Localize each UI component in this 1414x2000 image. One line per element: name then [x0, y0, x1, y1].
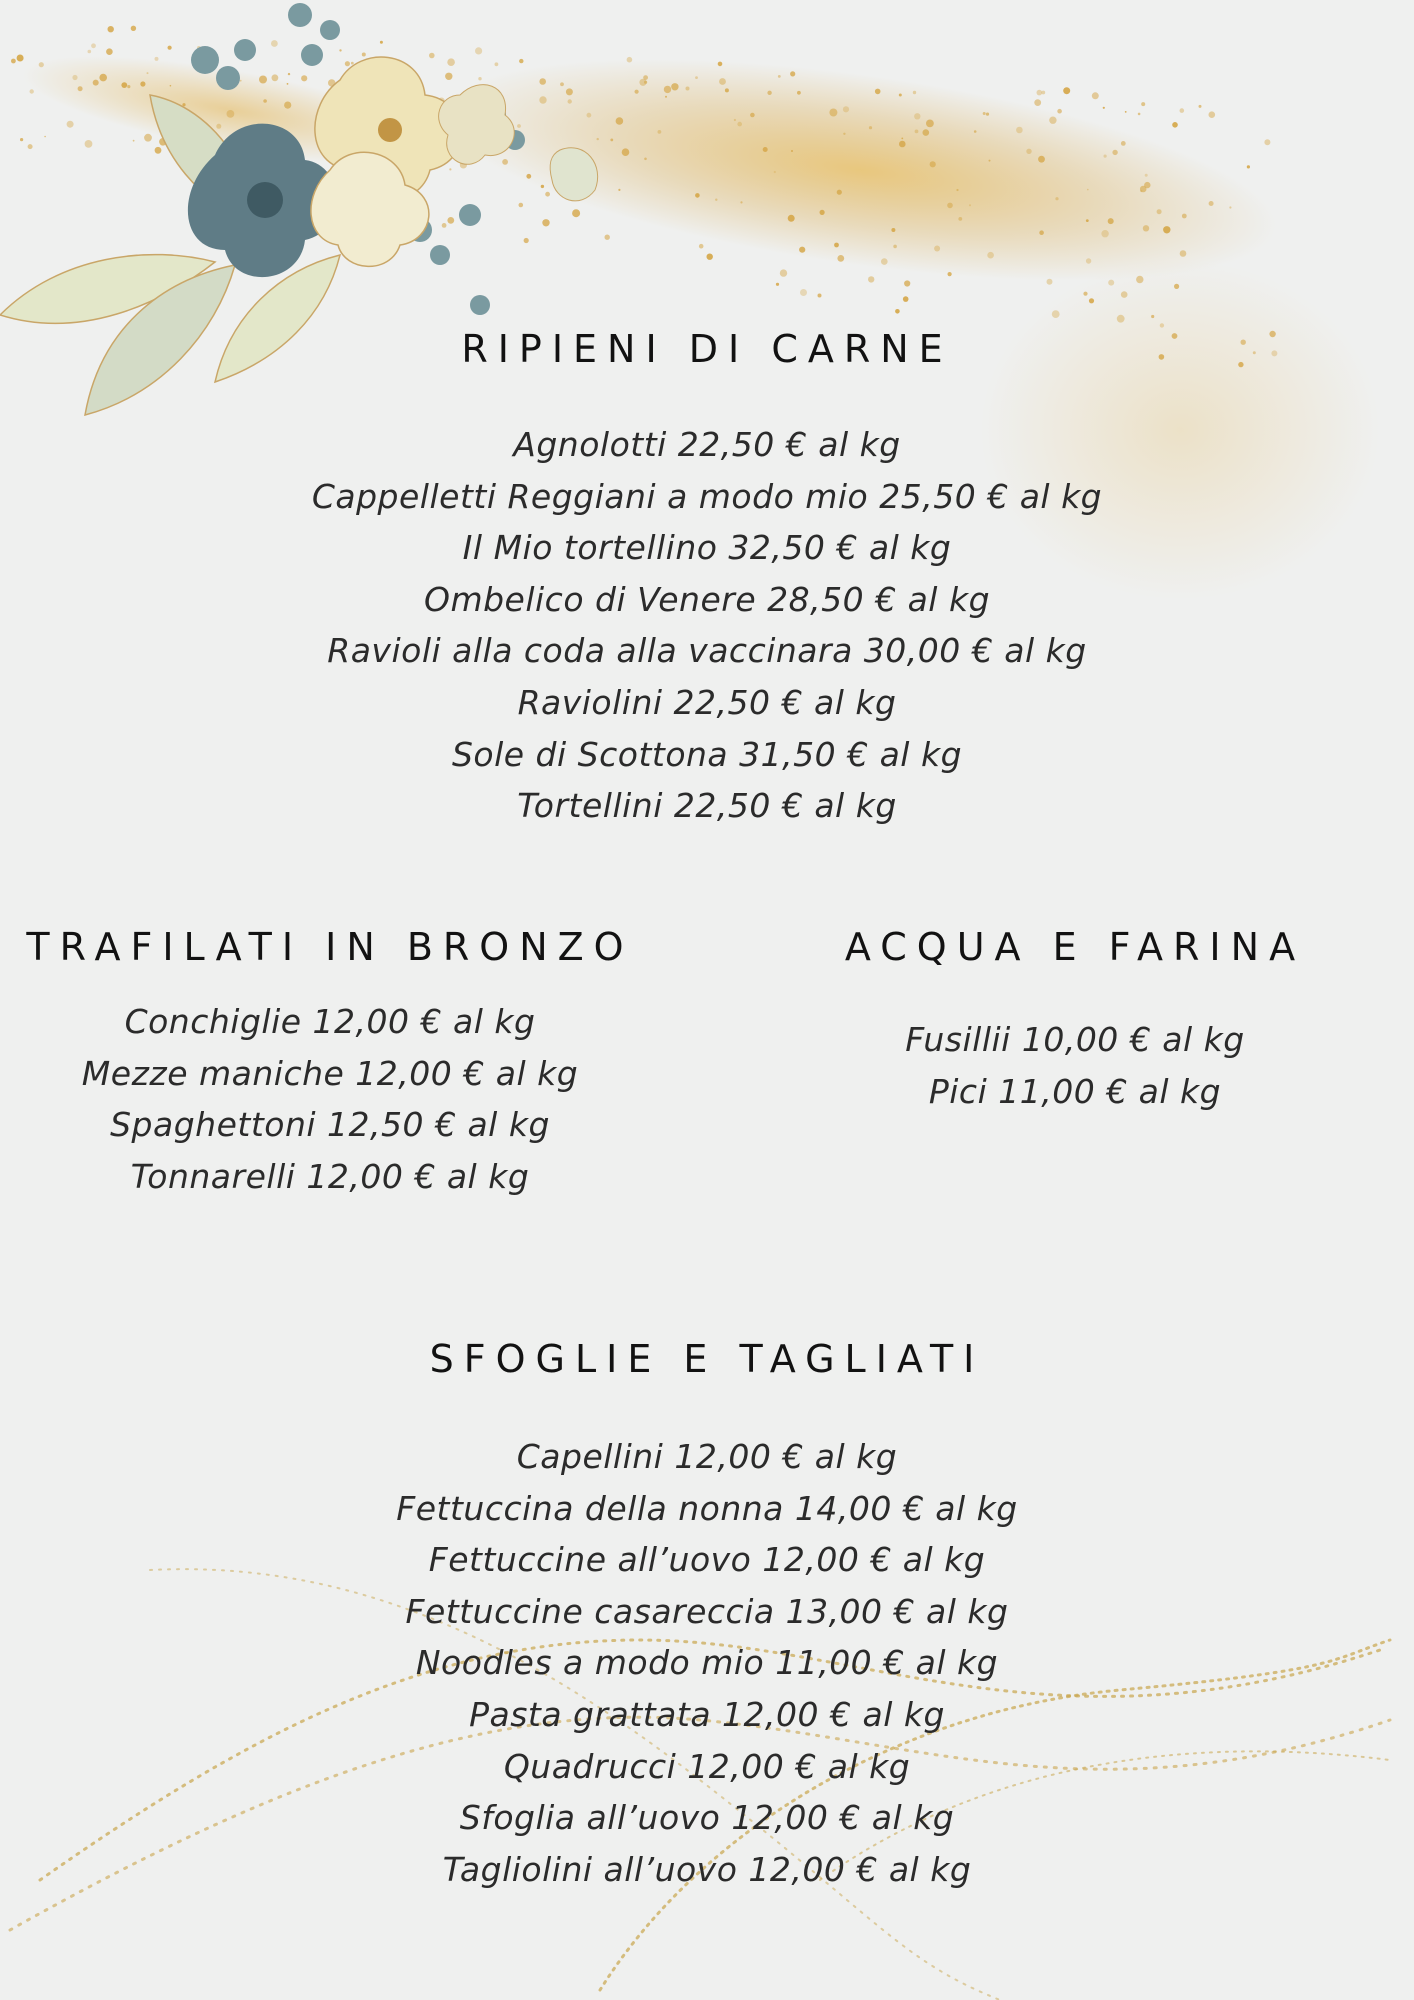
glitter-speck — [272, 74, 279, 81]
glitter-speck — [328, 79, 335, 86]
glitter-speck — [108, 26, 114, 32]
glitter-speck — [622, 148, 630, 156]
glitter-speck — [349, 83, 356, 90]
section-sfoglie-e-tagliati — [207, 1335, 1207, 1895]
glitter-speck — [359, 64, 361, 66]
glitter-speck — [1269, 331, 1275, 337]
glitter-speck — [378, 78, 384, 84]
glitter-speck — [144, 134, 152, 142]
glitter-speck — [475, 47, 482, 54]
glitter-speck — [843, 133, 845, 135]
glitter-speck — [199, 56, 202, 59]
glitter-speck — [566, 88, 573, 95]
glitter-speck — [639, 79, 646, 86]
glitter-speck — [406, 166, 409, 169]
glitter-speck — [989, 160, 991, 162]
glitter-speck — [1037, 90, 1043, 96]
glitter-speck — [1121, 291, 1128, 298]
glitter-speck — [524, 238, 529, 243]
glitter-speck — [788, 215, 795, 222]
glitter-speck — [542, 219, 549, 226]
glitter-speck — [91, 43, 96, 48]
glitter-speck — [99, 74, 107, 82]
glitter-speck — [180, 123, 182, 125]
glitter-speck — [750, 113, 755, 118]
glitter-speck — [284, 102, 291, 109]
glitter-speck — [478, 77, 481, 80]
glitter-speck — [1108, 280, 1114, 286]
glitter-speck — [1253, 351, 1256, 354]
glitter-speck — [192, 152, 196, 156]
glitter-speck — [1092, 92, 1099, 99]
glitter-speck — [88, 50, 92, 54]
glitter-speck — [1144, 182, 1150, 188]
glitter-speck — [610, 139, 613, 142]
glitter-speck — [1229, 206, 1231, 208]
glitter-speck — [539, 78, 546, 85]
glitter-speck — [541, 185, 544, 188]
glitter-speck — [502, 159, 508, 165]
glitter-speck — [168, 46, 172, 50]
glitter-speck — [947, 203, 953, 209]
glitter-speck — [707, 254, 713, 260]
glitter-speck — [1238, 362, 1243, 367]
glitter-speck — [250, 130, 256, 136]
menu-item: Sfoglia all’uovo 12,00 € al kg — [459, 1798, 955, 1838]
glitter-speck — [1108, 218, 1114, 224]
glitter-speck — [800, 289, 807, 296]
glitter-speck — [517, 124, 521, 128]
glitter-speck — [820, 210, 825, 215]
glitter-speck — [1182, 214, 1187, 219]
glitter-speck — [774, 171, 776, 173]
glitter-speck — [1125, 111, 1127, 113]
glitter-speck — [1121, 141, 1126, 146]
glitter-speck — [39, 62, 44, 67]
menu-item: Quadrucci 12,00 € al kg — [503, 1746, 911, 1786]
glitter-speck — [332, 120, 336, 124]
glitter-speck — [868, 276, 874, 282]
glitter-speck — [734, 119, 736, 121]
glitter-speck — [323, 114, 329, 120]
glitter-speck — [493, 109, 501, 117]
glitter-speck — [539, 96, 546, 103]
glitter-speck — [797, 91, 801, 95]
glitter-speck — [956, 189, 958, 191]
menu-item: Il Mio tortellino 32,50 € al kg — [462, 528, 952, 568]
glitter-speck — [1199, 105, 1202, 108]
glitter-speck — [495, 62, 499, 66]
glitter-speck — [1141, 102, 1145, 106]
glitter-speck — [155, 147, 162, 154]
glitter-speck — [1163, 226, 1170, 233]
menu-item: Spaghettoni 12,50 € al kg — [110, 1105, 550, 1145]
glitter-speck — [737, 122, 742, 127]
menu-item: Cappelletti Reggiani a modo mio 25,50 € al kg — [311, 476, 1103, 516]
glitter-speck — [383, 131, 388, 136]
glitter-speck — [222, 149, 224, 151]
glitter-speck — [891, 228, 895, 232]
glitter-speck — [1049, 117, 1056, 124]
menu-item-list — [207, 1431, 1207, 1895]
glitter-speck — [1101, 230, 1108, 237]
glitter-speck — [159, 138, 167, 146]
glitter-speck — [664, 86, 671, 93]
glitter-speck — [353, 65, 357, 69]
glitter-speck — [1047, 279, 1053, 285]
glitter-speck — [665, 96, 667, 98]
section-heading: SFOGLIE E TAGLIATI — [429, 1337, 985, 1381]
glitter-speck — [78, 86, 83, 91]
glitter-speck — [616, 117, 624, 125]
glitter-speck — [11, 59, 16, 64]
glitter-speck — [445, 145, 449, 149]
glitter-speck — [1247, 165, 1250, 168]
menu-item: Pasta grattata 12,00 € al kg — [469, 1694, 945, 1734]
section-ripieni-di-carne — [207, 325, 1207, 832]
menu-item: Tagliolini all’uovo 12,00 € al kg — [442, 1849, 972, 1889]
glitter-speck — [869, 126, 872, 129]
glitter-speck — [44, 136, 46, 138]
glitter-speck — [177, 119, 182, 124]
glitter-speck — [926, 120, 934, 128]
glitter-speck — [834, 243, 839, 248]
glitter-speck — [934, 246, 940, 252]
menu-item-list — [207, 419, 1207, 832]
menu-item: Fettuccine all’uovo 12,00 € al kg — [428, 1540, 986, 1580]
glitter-speck — [357, 138, 361, 142]
section-heading: ACQUA E FARINA — [844, 925, 1306, 969]
glitter-speck — [686, 87, 690, 91]
glitter-speck — [159, 131, 161, 133]
glitter-speck — [93, 80, 99, 86]
glitter-speck — [719, 78, 726, 85]
glitter-speck — [457, 143, 460, 146]
glitter-speck — [776, 283, 779, 286]
glitter-speck — [170, 85, 172, 87]
glitter-speck — [442, 223, 447, 228]
section-acqua-e-farina — [775, 923, 1375, 1117]
glitter-speck — [843, 106, 849, 112]
glitter-speck — [495, 95, 500, 100]
glitter-speck — [182, 103, 185, 106]
menu-item: Fusillii 10,00 € al kg — [905, 1020, 1245, 1059]
glitter-speck — [72, 75, 77, 80]
glitter-speck — [545, 192, 550, 197]
glitter-speck — [791, 150, 793, 152]
glitter-speck — [1083, 292, 1087, 296]
glitter-speck — [899, 94, 902, 97]
glitter-speck — [362, 53, 366, 57]
glitter-speck — [358, 72, 366, 80]
glitter-speck — [121, 82, 127, 88]
glitter-speck — [1055, 197, 1058, 200]
glitter-speck — [587, 113, 592, 118]
glitter-speck — [1057, 109, 1062, 114]
glitter-speck — [1145, 174, 1148, 177]
glitter-speck — [763, 147, 768, 152]
glitter-speck — [301, 75, 307, 81]
glitter-speck — [438, 98, 445, 105]
glitter-speck — [644, 81, 647, 84]
glitter-speck — [1089, 298, 1094, 303]
glitter-speck — [347, 145, 350, 148]
glitter-speck — [460, 161, 467, 168]
glitter-speck — [1026, 149, 1031, 154]
glitter-speck — [351, 62, 354, 65]
glitter-speck — [332, 174, 340, 182]
menu-item: Tortellini 22,50 € al kg — [517, 786, 897, 826]
glitter-speck — [1104, 155, 1107, 158]
glitter-speck — [1034, 99, 1041, 106]
glitter-speck — [1063, 87, 1070, 94]
glitter-speck — [1052, 310, 1060, 318]
glitter-speck — [903, 296, 909, 302]
glitter-speck — [556, 173, 563, 180]
section-trafilati-in-bronzo — [20, 923, 640, 1202]
menu-item-list — [20, 996, 640, 1202]
glitter-speck — [20, 138, 23, 141]
glitter-speck — [106, 48, 113, 55]
glitter-speck — [428, 104, 433, 109]
glitter-speck — [584, 169, 590, 175]
glitter-speck — [453, 143, 456, 146]
glitter-speck — [1086, 258, 1091, 263]
glitter-speck — [1180, 108, 1185, 113]
glitter-speck — [560, 82, 564, 86]
glitter-speck — [837, 190, 842, 195]
glitter-speck — [881, 258, 888, 265]
glitter-speck — [1138, 113, 1141, 116]
glitter-speck — [219, 69, 222, 72]
glitter-speck — [986, 113, 989, 116]
menu-item: Fettuccina della nonna 14,00 € al kg — [396, 1488, 1018, 1528]
glitter-speck — [328, 89, 331, 92]
glitter-speck — [406, 131, 411, 136]
glitter-speck — [227, 110, 235, 118]
glitter-speck — [197, 169, 205, 177]
glitter-speck — [1180, 250, 1187, 257]
glitter-speck — [1041, 91, 1045, 95]
glitter-speck — [339, 49, 341, 51]
glitter-speck — [1151, 315, 1154, 318]
glitter-speck — [85, 140, 93, 148]
glitter-speck — [405, 92, 407, 94]
glitter-speck — [767, 91, 771, 95]
menu-item: Pici 11,00 € al kg — [928, 1071, 1222, 1111]
glitter-speck — [983, 112, 986, 115]
glitter-speck — [1143, 225, 1149, 231]
glitter-speck — [1039, 230, 1044, 235]
glitter-speck — [429, 53, 435, 59]
glitter-speck — [715, 199, 717, 201]
glitter-speck — [1140, 186, 1147, 193]
glitter-speck — [671, 83, 678, 90]
glitter-speck — [818, 294, 822, 298]
glitter-speck — [301, 53, 305, 57]
glitter-speck — [1209, 111, 1216, 118]
glitter-speck — [458, 114, 461, 117]
glitter-speck — [1172, 122, 1178, 128]
glitter-speck — [226, 154, 229, 157]
glitter-speck — [829, 109, 837, 117]
glitter-speck — [1087, 189, 1089, 191]
menu-item: Fettuccine casareccia 13,00 € al kg — [405, 1591, 1009, 1631]
glitter-speck — [367, 63, 369, 65]
glitter-speck — [345, 61, 350, 66]
glitter-speck — [127, 85, 130, 88]
glitter-speck — [1086, 219, 1089, 222]
glitter-speck — [1264, 139, 1270, 145]
glitter-speck — [597, 138, 599, 140]
glitter-speck — [725, 88, 729, 92]
glitter-speck — [1038, 156, 1045, 163]
glitter-speck — [790, 71, 795, 76]
glitter-speck — [287, 83, 289, 85]
glitter-speck — [901, 138, 903, 140]
glitter-speck — [780, 269, 787, 276]
glitter-speck — [699, 244, 704, 249]
glitter-speck — [605, 235, 610, 240]
glitter-speck — [635, 90, 639, 94]
glitter-speck — [131, 26, 136, 31]
glitter-speck — [1271, 350, 1277, 356]
menu-item: Mezze maniche 12,00 € al kg — [81, 1053, 579, 1093]
glitter-speck — [1174, 284, 1179, 289]
glitter-speck — [695, 193, 700, 198]
glitter-speck — [28, 144, 33, 149]
glitter-speck — [695, 76, 698, 79]
glitter-speck — [519, 203, 524, 208]
glitter-speck — [893, 245, 897, 249]
glitter-speck — [1157, 209, 1162, 214]
glitter-speck — [572, 209, 580, 217]
glitter-speck — [1209, 201, 1214, 206]
glitter-speck — [480, 104, 488, 112]
glitter-speck — [187, 117, 191, 121]
menu-item-list — [775, 1014, 1375, 1117]
glitter-speck — [1117, 315, 1125, 323]
glitter-speck — [449, 168, 451, 170]
glitter-speck — [217, 72, 225, 80]
glitter-speck — [259, 76, 267, 84]
glitter-speck — [359, 77, 365, 83]
menu-item: Noodles a modo mio 11,00 € al kg — [415, 1643, 999, 1683]
glitter-speck — [974, 130, 977, 133]
glitter-speck — [67, 121, 74, 128]
menu-item: Ombelico di Venere 28,50 € al kg — [423, 579, 991, 619]
glitter-speck — [17, 55, 24, 62]
section-heading: RIPIENI DI CARNE — [461, 327, 953, 371]
glitter-speck — [930, 161, 936, 167]
glitter-speck — [778, 75, 781, 78]
glitter-speck — [372, 59, 376, 63]
glitter-speck — [288, 73, 290, 75]
glitter-speck — [618, 189, 620, 191]
glitter-speck — [958, 217, 962, 221]
glitter-speck — [875, 89, 881, 95]
glitter-speck — [426, 113, 429, 116]
glitter-speck — [466, 104, 473, 111]
menu-item: Raviolini 22,50 € al kg — [517, 682, 897, 722]
glitter-speck — [969, 204, 971, 206]
glitter-speck — [526, 174, 531, 179]
menu-item: Conchiglie 12,00 € al kg — [124, 1002, 536, 1041]
glitter-speck — [445, 73, 452, 80]
glitter-speck — [923, 129, 930, 136]
glitter-speck — [948, 272, 952, 276]
glitter-speck — [489, 147, 495, 153]
glitter-speck — [1241, 340, 1246, 345]
menu-item: Capellini 12,00 € al kg — [516, 1437, 898, 1476]
glitter-speck — [914, 113, 920, 119]
glitter-speck — [447, 58, 455, 66]
menu-item: Sole di Scottona 31,50 € al kg — [451, 734, 963, 774]
glitter-speck — [899, 141, 906, 148]
glitter-speck — [627, 57, 633, 63]
section-heading: TRAFILATI IN BRONZO — [26, 925, 634, 969]
glitter-speck — [189, 149, 195, 155]
glitter-speck — [1103, 107, 1105, 109]
glitter-speck — [837, 255, 844, 262]
glitter-speck — [263, 99, 267, 103]
glitter-speck — [147, 72, 149, 74]
glitter-speck — [240, 80, 242, 82]
glitter-speck — [913, 91, 916, 94]
glitter-speck — [30, 89, 34, 93]
glitter-speck — [140, 81, 145, 86]
glitter-speck — [643, 75, 648, 80]
glitter-speck — [1136, 276, 1143, 283]
glitter-speck — [895, 309, 900, 314]
glitter-speck — [155, 57, 159, 61]
glitter-speck — [1140, 190, 1142, 192]
glitter-speck — [519, 59, 523, 63]
glitter-speck — [447, 217, 454, 224]
glitter-speck — [380, 41, 383, 44]
glitter-speck — [133, 140, 135, 142]
glitter-speck — [1016, 127, 1023, 134]
menu-item: Ravioli alla coda alla vaccinara 30,00 € al kg — [327, 631, 1087, 671]
glitter-speck — [915, 130, 919, 134]
glitter-speck — [799, 247, 805, 253]
glitter-speck — [718, 62, 723, 67]
glitter-speck — [658, 130, 662, 134]
glitter-speck — [644, 158, 647, 161]
menu-item: Agnolotti 22,50 € al kg — [513, 425, 901, 464]
glitter-speck — [740, 201, 742, 203]
glitter-speck — [987, 252, 994, 259]
glitter-speck — [271, 40, 278, 47]
glitter-speck — [1112, 150, 1117, 155]
menu-item: Tonnarelli 12,00 € al kg — [130, 1156, 530, 1196]
glitter-speck — [568, 99, 572, 103]
glitter-speck — [904, 280, 910, 286]
glitter-speck — [216, 124, 221, 129]
glitter-speck — [420, 151, 422, 153]
glitter-speck — [197, 46, 201, 50]
glitter-speck — [208, 165, 210, 167]
glitter-speck — [320, 135, 325, 140]
